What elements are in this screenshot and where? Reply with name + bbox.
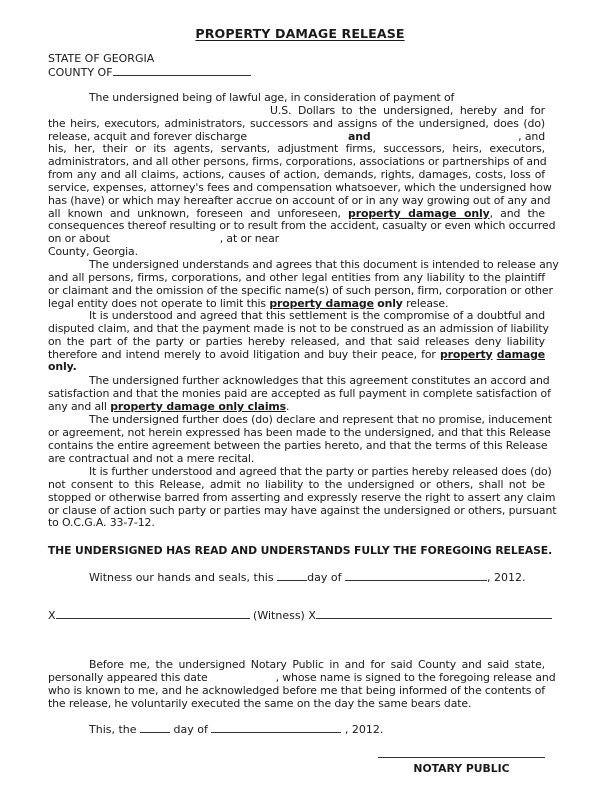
notary-public-label: NOTARY PUBLIC [413,762,510,775]
witness-month-blank[interactable] [345,570,487,581]
county-line: COUNTY OF [48,65,251,79]
and-connector: and [348,129,371,143]
paragraph-no-consent: It is further understood and agreed that the party or parties hereby released does (do) not consent to this Release, admit no liability to the undersigned or others, shall not be stopped or otherwise barred from asserting and expressly reserve the right to assert any claim or clause of action such party or parties may have against the undersigned or others, pursuant to O.C.G.A. 33-7-12. [48,465,557,530]
witness-date-line: Witness our hands and seals, this day of , 2012. [89,571,526,584]
paragraph-accord: The undersigned further acknowledges that this agreement constitutes an accord and satisfaction and that the monies paid are accepted as full payment in complete satisfaction of any and all property damage only claims. [48,374,551,413]
notary-signature-blank[interactable] [378,757,545,758]
paragraph-notary: Before me, the undersigned Notary Public in and for said County and said state, personally appeared this date , whose name is signed to the foregoing release and who is known to me, and he acknowledged before me that being informed of the contents of the release, he voluntarily executed the same on the day the same bears date. [48,658,556,710]
witness-signature-blank[interactable] [316,608,552,619]
paragraph-entire-agreement: The undersigned further does (do) declare and represent that no promise, inducement or agreement, not herein expressed has been made to the undersigned, and that this Release contains the entire agreement between the parties hereto, and that the terms of this Release are contractual and not a mere recital. [48,413,552,465]
notary-month-blank[interactable] [211,722,341,733]
state-line: STATE OF GEORGIA [48,52,155,65]
signature-line: X (Witness) X [48,608,552,622]
witness-day-blank[interactable] [277,570,307,581]
releasor-signature-blank[interactable] [56,608,250,619]
paragraph-consideration: The undersigned being of lawful age, in consideration of payment of U.S. Dollars to the undersigned, hereby and for the heirs, executors, administrators, successors and assigns of the undersigned, does (do) release, acquit and forever discharge and , and his, her, their or its agents, servants, adjustment firms, successors, heirs, executors, administrators, and all other persons, firms, corporations, associations or partnerships of and from any and all claims, actions, causes of action, demands, rights, damages, costs, loss of service, expenses, attorney's fees and compensation whatsoever, which the undersigned how has (have) or which may hereafter accrue on account of or in any way growing out of any and all known and unknown, foreseen and unforeseen, property damage only, and the consequences thereof resulting or to result from the accident, casualty or even which occurred on or about , at or near County, Georgia. [48,91,556,259]
document-title: PROPERTY DAMAGE RELEASE [195,26,405,41]
paragraph-intent: The undersigned understands and agrees that this document is intended to release any and all persons, firms, corporations, and other legal entities from any liability to the plaintiff or claimant and the omission of the specific name(s) of such person, firm, corporation or other legal entity does not operate to limit this property damage only release. [48,258,559,310]
notary-date-line: This, the day of , 2012. [89,723,384,736]
notary-day-blank[interactable] [140,722,170,733]
emphasis-property-damage-only: property damage only [348,206,490,220]
paragraph-compromise: It is understood and agreed that this settlement is the compromise of a doubtful and disputed claim, and that the payment made is not to be construed as an admission of liability on the part of the party or parties hereby released, and that said releases deny liability therefore and intend merely to avoid litigation and buy their peace, for property damage only. [48,309,549,374]
acknowledgment-statement: THE UNDERSIGNED HAS READ AND UNDERSTANDS FULLY THE FOREGOING RELEASE. [47,544,553,557]
county-blank[interactable] [113,65,251,76]
